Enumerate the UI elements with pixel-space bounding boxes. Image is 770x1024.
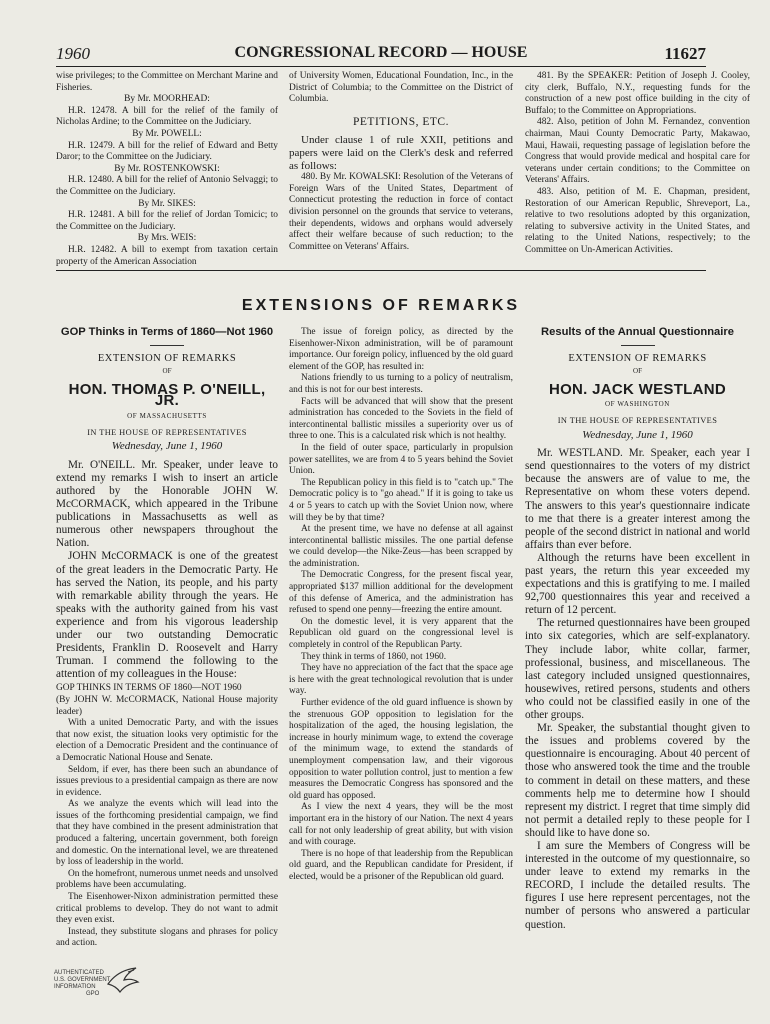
oneill-column — [56, 327, 278, 950]
article-title: GOP Thinks in Terms of 1860—Not 1960 — [60, 326, 274, 338]
paragraph: Further evidence of the old guard influence is shown by the strenuous GOP opposition to legislation for the hospitalization of the aged, the housing legislation, the increase in hourly minimum wage, to extend the coverage of the minimum wage, to extend the standards of unemployment compensation law, and their vigorous opposition to water pollution control, just to mention a few measures the Democratic Congress has sponsored and the old guard has opposed. — [289, 698, 513, 801]
paragraph: The returned questionnaires have been grouped into six categories, which are self-explanatory. They include labor, white collar, farmer, professional, business, and miscellaneous. The last category included unsigned questionnaires, housewives, retired persons, students and others who could not be classified easily in one of the other groups. — [525, 617, 750, 722]
paragraph: They have no appreciation of the fact that the space age is here with the great technological revolution that is under way. — [289, 663, 513, 697]
inserted-article-title: GOP THINKS IN TERMS OF 1860—NOT 1960 — [56, 683, 242, 694]
header-rule — [56, 66, 706, 67]
divider — [150, 345, 184, 346]
paragraph: Mr. Speaker, the substantial thought given to the issues and problems covered by the questionnaire is encouraging. About 40 percent of those who answered took the time and the trouble to comment in detail on these matters, and these comments help me to determine how I should represent my district. I regret that time simply did not permit a detailed reply to these people for I should like to have done so. — [525, 722, 750, 839]
house-label: IN THE HOUSE OF REPRESENTATIVES — [87, 427, 247, 437]
bill-text: of University Women, Educational Foundation, Inc., in the District of Columbia; to the Committee on the District of Columbia. — [289, 71, 513, 105]
date: Wednesday, June 1, 1960 — [111, 440, 223, 453]
logo-text: INFORMATION — [54, 984, 96, 990]
paragraph: With a united Democratic Party, and with the issues that now exist, the situation looks very optimistic for the election of a Democratic President and the continuance of a Democratic National House and Senate. — [56, 718, 278, 763]
bill-sponsor: By Mr. ROSTENKOWSKI: — [114, 163, 220, 174]
petitions-lead: Under clause 1 of rule XXII, petitions and papers were laid on the Clerk's desk and referred as follows: — [289, 134, 513, 172]
bill-sponsor: By Mr. SIKES: — [138, 198, 196, 209]
section-heading: EXTENSIONS OF REMARKS — [241, 297, 521, 314]
bill-text: H.R. 12478. A bill for the relief of the family of Nicholas Ardine; to the Committee on the Judiciary. — [56, 105, 278, 128]
extension-label: EXTENSION OF REMARKS — [97, 352, 237, 364]
middle-column — [289, 327, 513, 884]
member-state: OF MASSACHUSETTS — [127, 411, 207, 420]
petition-text: 483. Also, petition of M. E. Chapman, president, Restoration of our American Republic, Shreveport, La., relative to two resolutions adopted by this organization, relating to subversive activity in the United States, and relating to the United Nations, respectively; to the Committee on Un-American Activities. — [525, 186, 750, 255]
petition-text: 480. By Mr. KOWALSKI: Resolution of the Veterans of Foreign Wars of the United States, Department of Connecticut protesting the reduction in force of contact division personnel on the grounds that service to veterans, their dependents, widows and orphans would adversely affect their welfare because of such reduction; to the Committee on Veterans' Affairs. — [289, 172, 513, 252]
paragraph: They think in terms of 1860, not 1960. — [301, 651, 447, 662]
paragraph: Instead, they substitute slogans and phrases for policy and action. — [56, 926, 278, 949]
bill-text: H.R. 12479. A bill for the relief of Edward and Betty Daror; to the Committee on the Judiciary. — [56, 140, 278, 163]
paragraph: The Eisenhower-Nixon administration permitted these critical problems to develop. They do not want to admit they even exist. — [56, 892, 278, 926]
westland-column — [525, 327, 750, 932]
logo-text: AUTHENTICATED — [54, 970, 104, 976]
petitions-heading: PETITIONS, ETC. — [353, 115, 449, 128]
of-label: OF — [633, 367, 642, 376]
petition-text: 482. Also, petition of John M. Fernandez, convention chairman, Maui County Democratic Party, Makawao, Maui, Hawaii, requesting passage of legislation before the Congress that would provide medical and hospital care for veterans under certain conditions; to the Committee on Veterans' Affairs. — [525, 117, 750, 186]
header-page-number: 11627 — [664, 44, 706, 63]
member-name: HON. JACK WESTLAND — [548, 380, 727, 398]
paragraph: The Republican policy in this field is to "catch up." The Democratic policy is to "go ahead." If it is going to take us 4 or 5 years to catch up with the Soviet Union now, where will they be by that time? — [289, 477, 513, 523]
petition-text: 481. By the SPEAKER: Petition of Joseph J. Cooley, city clerk, Buffalo, N.Y., requesting funds for the construction of a new post office building in the city of Buffalo; to the Committee on Appropriations. — [525, 71, 750, 116]
paragraph: JOHN McCORMACK is one of the greatest of the great leaders in the Democratic Party. He has served the Nation, its people, and his party with remarkable ability through the years. He speaks with the authority gained from his vast experience and from his vigorous leadership under our two outstanding Democratic Presidents, Franklin D. Roosevelt and Harry Truman. I commend the following to the attention of my colleagues in the House: — [56, 550, 278, 681]
logo-text: U.S. GOVERNMENT — [54, 977, 111, 983]
paragraph: In the field of outer space, particularly in propulsion power satellites, we are from 4 to 5 years behind the Soviet Union. — [289, 442, 513, 477]
top-column-3 — [525, 71, 750, 257]
paragraph: Although the returns have been excellent in past years, the return this year exceeded my expectations and this is gratifying to me. I mailed 92,700 questionnaires this year and received a return of 12 percent. — [525, 551, 750, 617]
bill-text: wise privileges; to the Committee on Merchant Marine and Fisheries. — [56, 71, 278, 93]
divider — [621, 345, 655, 346]
paragraph: Mr. WESTLAND. Mr. Speaker, each year I send questionnaires to the voters of my district because the answers are of value to me, the Representative on whom these voters depend. The answers to this year's questionnaire indicate to me that there is a greater interest among the people of the second district in national and world affairs than ever before. — [525, 447, 750, 551]
paragraph: As I view the next 4 years, they will be the most important era in the history of our Nation. The next 4 years call for not only leadership of great ability, but with vision and with courage. — [289, 802, 513, 848]
header-title: CONGRESSIONAL RECORD — HOUSE — [234, 44, 528, 61]
top-column-1 — [56, 71, 278, 268]
bill-sponsor: By Mr. MOORHEAD: — [124, 94, 210, 105]
article-title: Results of the Annual Questionnaire — [541, 326, 734, 338]
bill-text: H.R. 12481. A bill for the relief of Jordan Tomicic; to the Committee on the Judiciary. — [56, 210, 278, 232]
member-name: HON. THOMAS P. O'NEILL, JR. — [68, 380, 266, 410]
byline: (By JOHN W. McCORMACK, National House majority leader) — [56, 694, 278, 717]
section-rule — [56, 270, 706, 271]
eagle-icon — [106, 964, 140, 998]
page-header — [56, 44, 706, 66]
paragraph: On the homefront, numerous unmet needs and unsolved problems have been accumulating. — [56, 868, 278, 891]
gpo-authentication-logo — [54, 970, 144, 1010]
paragraph: There is no hope of that leadership from the Republican old guard, and the Republican candidate for President, if elected, would be a prisoner of the Republican old guard. — [289, 848, 513, 882]
extension-label: EXTENSION OF REMARKS — [568, 352, 707, 364]
paragraph: On the domestic level, it is very apparent that the Republican old guard on the congressional level is completely in control of the Republican Party. — [289, 616, 513, 651]
bill-text: H.R. 12482. A bill to exempt from taxation certain property of the American Association — [56, 244, 278, 267]
date: Wednesday, June 1, 1960 — [582, 428, 693, 441]
paragraph: Seldom, if ever, has there been such an abundance of issues previous to a presidential campaign as there are now in evidence. — [56, 764, 278, 798]
bill-text: H.R. 12480. A bill for the relief of Antonio Selvaggi; to the Committee on the Judiciary. — [56, 175, 278, 197]
paragraph: At the present time, we have no defense at all against intercontinental ballistic missiles. The one partial defense we could develop—the Nike-Zeus—has been scrapped by the administration. — [289, 524, 513, 569]
bill-sponsor: By Mr. POWELL: — [132, 128, 202, 139]
house-label: IN THE HOUSE OF REPRESENTATIVES — [557, 415, 718, 425]
header-year: 1960 — [56, 44, 90, 63]
paragraph: The Democratic Congress, for the present fiscal year, appropriated $137 million additional for the development of this defense of America, and the administration has refused to spend one penny—freezing the entire amount. — [289, 570, 513, 616]
paragraph: Facts will be advanced that will show that the present administration has conceded to the Soviets in the field of intercontinental ballistic missiles a superiority over us of three to one. This is a calculated risk which is not healthy. — [289, 396, 513, 442]
paragraph: The issue of foreign policy, as directed by the Eisenhower-Nixon administration, will be of paramount importance. Our foreign policy, influenced by the old guard element of the GOP, has resulted in: — [289, 327, 513, 372]
bill-sponsor: By Mrs. WEIS: — [137, 233, 197, 244]
top-column-2 — [289, 71, 513, 253]
paragraph: As we analyze the events which will lead into the issues of the forthcoming presidential campaign, we find that they have combined in the present administration that produced a faltering, uncertain government, both foreign and domestic. On the international level, we are threatened by loss of leadership in the world. — [56, 799, 278, 868]
paragraph: Mr. O'NEILL. Mr. Speaker, under leave to extend my remarks I wish to insert an article authored by the Honorable JOHN W. McCORMACK, which appeared in the Tribune publications in Massachusetts as well as numerous other newspapers throughout the Nation. — [56, 458, 278, 550]
logo-text: GPO — [86, 991, 100, 997]
paragraph: I am sure the Members of Congress will be interested in the outcome of my questionnaire, so under leave to extend my remarks in the RECORD, I include the detailed results. The figures I use here represent percentages, not the number of persons who answered a particular question. — [525, 839, 750, 931]
paragraph: Nations friendly to us turning to a policy of neutralism, and this is not for our best interests. — [289, 373, 513, 395]
of-label: OF — [162, 367, 172, 376]
member-state: OF WASHINGTON — [605, 400, 670, 409]
